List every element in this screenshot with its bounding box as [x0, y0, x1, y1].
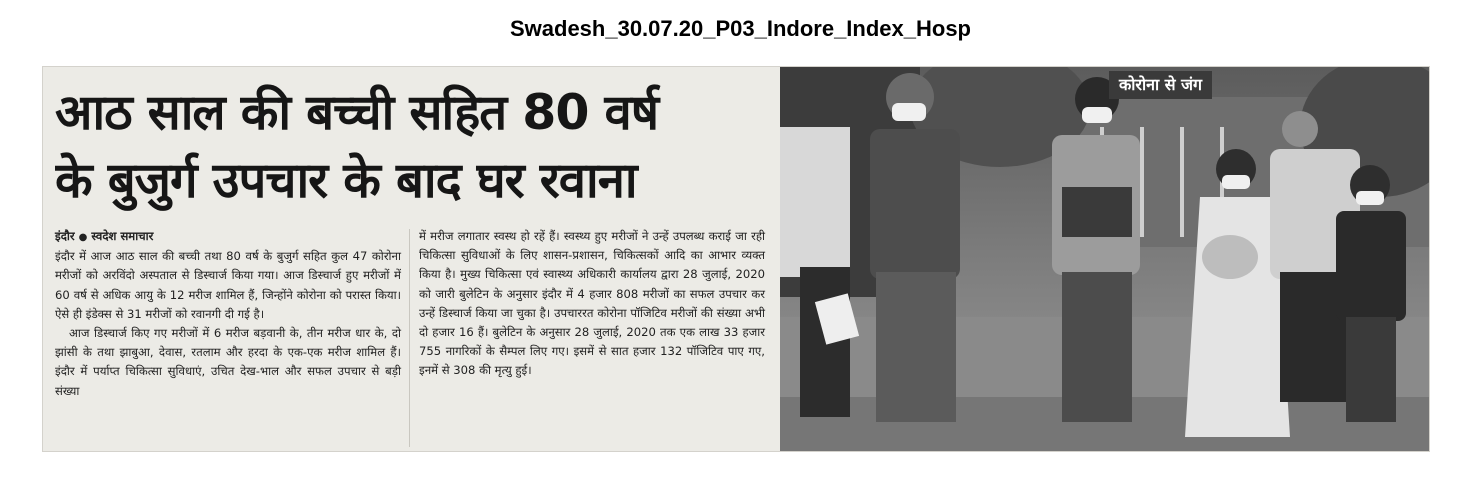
- headline: [55, 79, 769, 215]
- photo-illustration: [780, 67, 1430, 452]
- photo-tag: कोरोना से जंग: [1109, 71, 1212, 99]
- article-paragraph-1: इंदौर में आज आठ साल की बच्ची तथा 80 वर्ष के बुजुर्ग सहित कुल 47 कोरोना मरीजों को अरविंदो अस्पताल से डिस्चार्ज किया गया। आज डिस्चार्ज हुए मरीजों में 60 वर्ष से अधिक आयु के 12 मरीज शामिल हैं, जिन्होंने कोरोना को परास्त किया। ऐसे ही इंडेक्स से 31 मरीजों को रवानगी दी गई है।: [55, 249, 401, 321]
- article-paragraph-2: आज डिस्चार्ज किए गए मरीजों में 6 मरीज बड़वानी के, तीन मरीज धार के, दो झांसी के तथा झाबुआ, देवास, रतलाम और हरदा के एक-एक मरीज शामिल हैं। इंदौर में पर्याप्त चिकित्सा सुविधाएं, उचित देख-भाल और सफल उपचार से बड़ी संख्या: [55, 326, 401, 398]
- article-paragraph-3: में मरीज लगातार स्वस्थ हो रहें हैं। स्वस्थ्य हुए मरीजों ने उन्हें उपलब्ध कराई जा रही चिकित्सा सुविधाओं के लिए शासन-प्रशासन, चिकित्सकों आदि का आभार व्यक्त किया है। मुख्य चिकित्सा एवं स्वास्थ्य अधिकारी कार्यालय द्वारा 28 जुलाई, 2020 को जारी बुलेटिन के अनुसार इंदौर में 4 हजार 808 मरीजों का सफल उपचार कर उन्हें डिस्चार्ज किया जा चुका है। उपचाररत कोरोना पॉजिटिव मरीजों की संख्या अभी दो हजार 16 हैं। बुलेटिन के अनुसार 28 जुलाई, 2020 तक एक लाख 33 हजार 755 नागरिकों के सैम्पल लिए गए। इसमें से सात हजार 132 पॉजिटिव पाए गए, इनमें से 308 की मृत्यु हुई।: [419, 229, 765, 378]
- article-column-left: [55, 227, 401, 401]
- file-title: Swadesh_30.07.20_P03_Indore_Index_Hosp: [509, 16, 971, 41]
- headline-line-2: के बुजुर्ग उपचार के बाद घर रवाना: [55, 152, 637, 209]
- dateline: [55, 229, 153, 243]
- dateline-city: इंदौर: [55, 229, 75, 243]
- article-column-right: [419, 227, 765, 381]
- column-divider: [409, 229, 410, 447]
- newspaper-clipping: [42, 66, 1430, 452]
- dateline-separator: ●: [78, 232, 88, 243]
- dateline-source: स्वदेश समाचार: [91, 229, 154, 243]
- headline-line-1: आठ साल की बच्ची सहित 80 वर्ष: [55, 84, 659, 141]
- news-photo: [780, 67, 1430, 452]
